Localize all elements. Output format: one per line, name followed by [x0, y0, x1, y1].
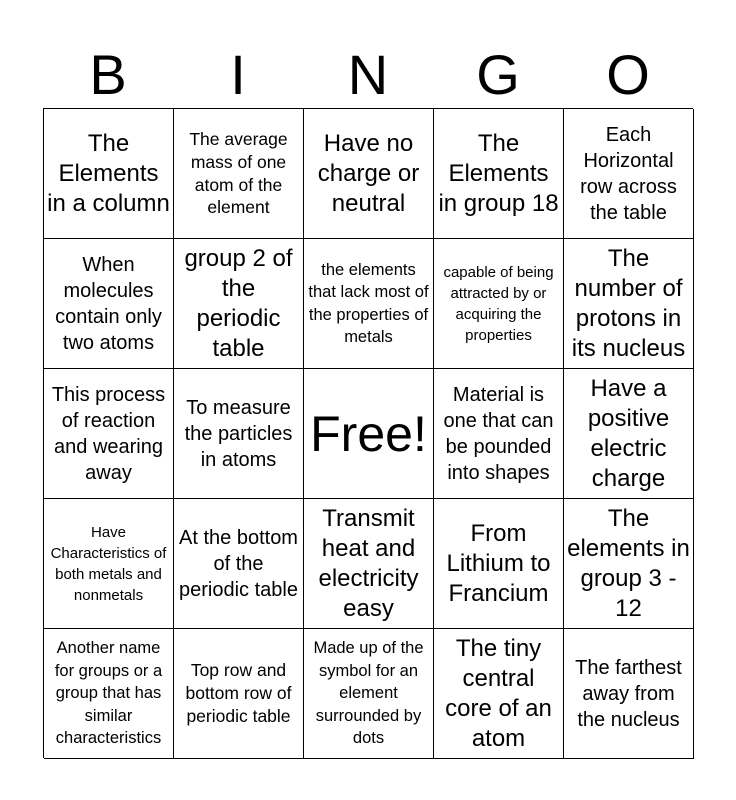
bingo-cell-r1-c1[interactable]: The Elements in a column — [44, 109, 174, 239]
bingo-cell-r4-c1[interactable]: Have Characteristics of both metals and nonmetals — [44, 499, 174, 629]
bingo-cell-r3-c1[interactable]: This process of reaction and wearing away — [44, 369, 174, 499]
bingo-cell-r1-c2[interactable]: The average mass of one atom of the element — [174, 109, 304, 239]
bingo-cell-r5-c4[interactable]: The tiny central core of an atom — [434, 629, 564, 759]
bingo-cell-r4-c5[interactable]: The elements in group 3 - 12 — [564, 499, 694, 629]
header-letter-b: B — [89, 43, 127, 106]
header-letter-i: I — [230, 43, 246, 106]
bingo-cell-r1-c3[interactable]: Have no charge or neutral — [304, 109, 434, 239]
bingo-cell-r1-c5[interactable]: Each Horizontal row across the table — [564, 109, 694, 239]
bingo-cell-r2-c5[interactable]: The number of protons in its nucleus — [564, 239, 694, 369]
bingo-cell-r3-c5[interactable]: Have a positive electric charge — [564, 369, 694, 499]
bingo-board — [43, 108, 693, 758]
bingo-cell-r3-c2[interactable]: To measure the particles in atoms — [174, 369, 304, 499]
bingo-cell-r2-c4[interactable]: capable of being attracted by or acquiring the properties — [434, 239, 564, 369]
bingo-cell-r4-c3[interactable]: Transmit heat and electricity easy — [304, 499, 434, 629]
bingo-cell-r5-c1[interactable]: Another name for groups or a group that has similar characteristics — [44, 629, 174, 759]
header-letter-o: O — [606, 43, 650, 106]
bingo-cell-r3-c4[interactable]: Material is one that can be pounded into shapes — [434, 369, 564, 499]
bingo-cell-r2-c3[interactable]: the elements that lack most of the properties of metals — [304, 239, 434, 369]
header-letter-n: N — [347, 43, 389, 106]
bingo-cell-r1-c4[interactable]: The Elements in group 18 — [434, 109, 564, 239]
bingo-header — [43, 42, 693, 108]
bingo-cell-r5-c2[interactable]: Top row and bottom row of periodic table — [174, 629, 304, 759]
bingo-cell-r2-c2[interactable]: group 2 of the periodic table — [174, 239, 304, 369]
free-space[interactable]: Free! — [304, 369, 434, 499]
bingo-cell-r2-c1[interactable]: When molecules contain only two atoms — [44, 239, 174, 369]
header-letter-g: G — [476, 43, 520, 106]
bingo-cell-r5-c3[interactable]: Made up of the symbol for an element surrounded by dots — [304, 629, 434, 759]
bingo-cell-r4-c4[interactable]: From Lithium to Francium — [434, 499, 564, 629]
bingo-cell-r5-c5[interactable]: The farthest away from the nucleus — [564, 629, 694, 759]
bingo-cell-r4-c2[interactable]: At the bottom of the periodic table — [174, 499, 304, 629]
